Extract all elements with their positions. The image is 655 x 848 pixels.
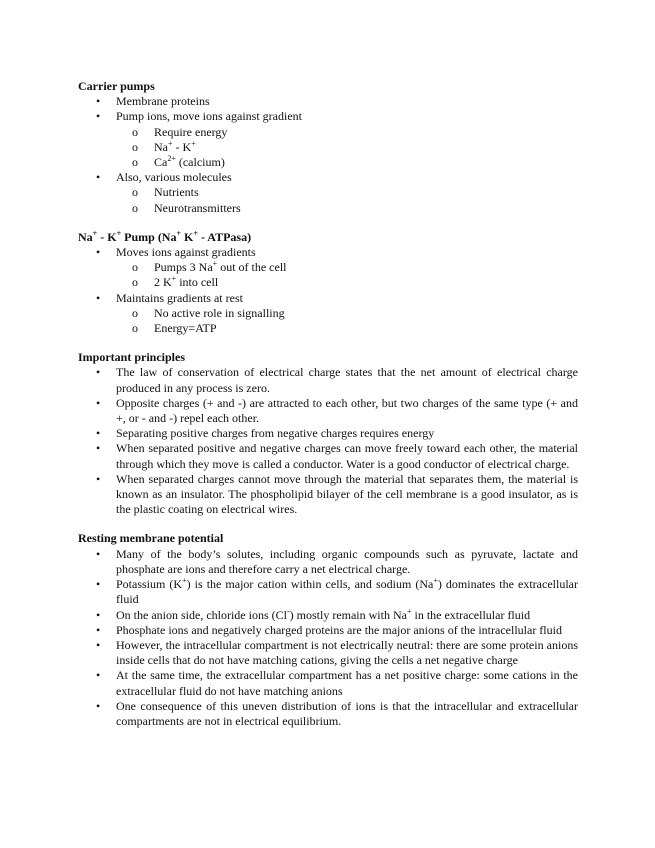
sub-list-item	[116, 275, 578, 290]
bullet-list	[78, 94, 578, 216]
list-item-text: On the anion side, chloride ions (Cl-) mostly remain with Na+ in the extracellular fluid	[116, 606, 531, 622]
list-item-text: Phosphate ions and negatively charged proteins are the major anions of the intracellular fluid	[116, 622, 562, 637]
list-item-text: However, the intracellular compartment is not electrically neutral: there are some protein anions inside cells that do not have matching cations, giving the cells a net negative charge	[116, 637, 578, 668]
section-heading: Important principles	[78, 350, 186, 365]
sub-list	[116, 125, 578, 171]
bullet-list	[78, 547, 578, 729]
sub-bullet-icon: o	[132, 305, 138, 320]
list-item	[78, 623, 578, 638]
bullet-icon: •	[96, 546, 101, 561]
sub-bullet-icon: o	[132, 124, 138, 139]
sub-item-text: Neurotransmitters	[154, 200, 241, 215]
sub-item-text: Na+ - K+	[154, 138, 196, 154]
list-item	[78, 441, 578, 471]
list-item-text: Pump ions, move ions against gradient	[116, 109, 302, 124]
bullet-icon: •	[96, 245, 101, 260]
bullet-list	[78, 365, 578, 517]
list-item-text: Maintains gradients at rest	[116, 290, 243, 305]
list-item-text: Many of the body’s solutes, including organic compounds such as pyruvate, lactate and phosphate are ions and therefore carry a net electrical charge.	[116, 546, 578, 576]
sub-list-item	[116, 125, 578, 140]
list-item	[78, 472, 578, 518]
sub-list	[116, 306, 578, 336]
sub-list-item	[116, 260, 578, 275]
bullet-icon: •	[96, 170, 101, 185]
list-item	[78, 668, 578, 698]
sub-bullet-icon: o	[132, 275, 138, 290]
sub-item-text: Require energy	[154, 124, 228, 139]
list-item	[78, 577, 578, 607]
sub-list	[116, 260, 578, 290]
sub-list-item	[116, 185, 578, 200]
bullet-icon: •	[96, 637, 101, 652]
bullet-icon: •	[96, 290, 101, 305]
list-item-text: The law of conservation of electrical charge states that the net amount of electrical charge produced in any process is zero.	[116, 365, 578, 395]
section-heading: Na+ - K+ Pump (Na+ K+ - ATPasa)	[78, 228, 252, 244]
sub-list-item	[116, 155, 578, 170]
bullet-icon: •	[96, 365, 101, 380]
bullet-icon: •	[96, 577, 101, 592]
list-item	[78, 245, 578, 291]
list-item-text: Opposite charges (+ and -) are attracted to each other, but two charges of the same type (+ and +, or - and -) repel each other.	[116, 395, 578, 426]
list-item	[78, 608, 578, 623]
sub-bullet-icon: o	[132, 139, 138, 154]
list-item	[78, 396, 578, 426]
sub-item-text: No active role in signalling	[154, 305, 285, 320]
bullet-icon: •	[96, 668, 101, 683]
list-item	[78, 170, 578, 216]
list-item-text: When separated positive and negative charges can move freely toward each other, the material through which they move is called a conductor. Water is a good conductor of electrical charge.	[116, 441, 578, 471]
document-page	[78, 79, 578, 729]
section-carrier-pumps	[78, 79, 578, 216]
sub-list-item	[116, 201, 578, 216]
list-item-text: Also, various molecules	[116, 170, 232, 185]
list-item	[78, 291, 578, 337]
sub-item-text: Energy=ATP	[154, 321, 217, 336]
sub-item-text: Nutrients	[154, 185, 199, 200]
list-item-text: When separated charges cannot move through the material that separates them, the material is known as an insulator. The phospholipid bilayer of the cell membrane is a good insulator, as is the plastic coating on electrical wires.	[116, 471, 578, 517]
list-item	[78, 365, 578, 395]
bullet-icon: •	[96, 426, 101, 441]
sub-list-item	[116, 321, 578, 336]
section-na-k-pump	[78, 230, 578, 336]
list-item	[78, 638, 578, 668]
section-heading: Resting membrane potential	[78, 531, 224, 546]
sub-list-item	[116, 306, 578, 321]
sub-bullet-icon: o	[132, 321, 138, 336]
sub-list-item	[116, 140, 578, 155]
sub-bullet-icon: o	[132, 155, 138, 170]
bullet-icon: •	[96, 395, 101, 410]
section-heading: Carrier pumps	[78, 79, 155, 93]
list-item-text: At the same time, the extracellular compartment has a net positive charge: some cations in the extracellular fluid do not have matching anions	[116, 668, 578, 698]
section-important-principles	[78, 350, 578, 517]
list-item-text: Moves ions against gradients	[116, 245, 256, 260]
bullet-icon: •	[96, 441, 101, 456]
list-item-text: Separating positive charges from negative charges requires energy	[116, 426, 435, 441]
sub-list	[116, 185, 578, 215]
list-item-text: One consequence of this uneven distribution of ions is that the intracellular and extracellular compartments are not in electrical equilibrium.	[116, 698, 578, 728]
sub-item-text: $Ca^{2+}$ (calcium)	[154, 154, 225, 170]
bullet-icon: •	[96, 109, 101, 124]
bullet-icon: •	[96, 94, 101, 109]
list-item-text: Membrane proteins	[116, 94, 210, 109]
bullet-icon: •	[96, 471, 101, 486]
sub-bullet-icon: o	[132, 260, 138, 275]
sub-bullet-icon: o	[132, 185, 138, 200]
sub-item-text: 2 K+ into cell	[154, 274, 219, 290]
list-item	[78, 94, 578, 109]
list-item	[78, 426, 578, 441]
bullet-list	[78, 245, 578, 336]
bullet-icon: •	[96, 622, 101, 637]
section-resting-membrane-potential	[78, 531, 578, 729]
list-item	[78, 109, 578, 170]
list-item	[78, 699, 578, 729]
list-item-text: Potassium (K+) is the major cation within cells, and sodium (Na+) dominates the extracellular fluid	[116, 576, 578, 607]
list-item	[78, 547, 578, 577]
sub-item-text: Pumps 3 Na+ out of the cell	[154, 259, 287, 275]
sub-bullet-icon: o	[132, 200, 138, 215]
bullet-icon: •	[96, 607, 101, 622]
bullet-icon: •	[96, 698, 101, 713]
